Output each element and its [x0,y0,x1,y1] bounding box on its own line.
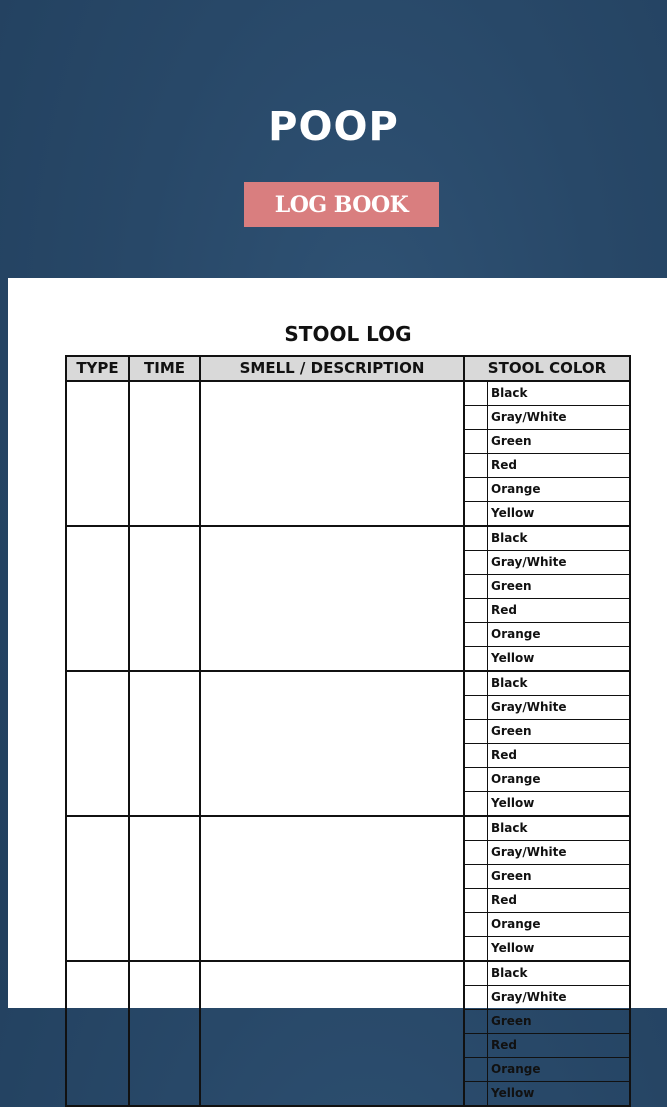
color-checklist [465,817,629,960]
description-cell[interactable] [200,671,464,816]
color-option [465,1082,629,1105]
color-option [465,672,629,696]
color-option-label: Yellow [491,796,535,810]
color-checkbox[interactable] [465,768,488,791]
description-cell[interactable] [200,961,464,1106]
color-option [465,502,629,525]
color-checkbox[interactable] [465,382,488,405]
stool-log-heading: STOOL LOG [284,322,412,346]
color-option [465,937,629,960]
description-cell[interactable] [200,526,464,671]
color-option [465,647,629,670]
type-cell[interactable] [66,816,129,961]
color-option-label: Gray/White [491,410,567,424]
column-header-time: TIME [129,356,200,381]
color-option [465,1034,629,1058]
color-checkbox[interactable] [465,841,488,864]
table-row [66,961,630,1106]
color-checkbox[interactable] [465,937,488,960]
color-option [465,382,629,406]
color-option [465,406,629,430]
color-option [465,575,629,599]
color-checkbox[interactable] [465,817,488,840]
color-option-label: Orange [491,627,541,641]
type-cell[interactable] [66,961,129,1106]
color-option [465,551,629,575]
color-option [465,478,629,502]
color-checkbox[interactable] [465,792,488,815]
table-row [66,671,630,816]
color-option-label: Black [491,966,528,980]
stool-color-cell [464,526,630,671]
color-checkbox[interactable] [465,430,488,453]
color-option [465,1058,629,1082]
color-option-label: Gray/White [491,845,567,859]
time-cell[interactable] [129,671,200,816]
color-checklist [465,672,629,815]
color-checkbox[interactable] [465,502,488,525]
color-option-label: Green [491,1014,532,1028]
column-header-stool-color: STOOL COLOR [464,356,630,381]
log-sheet [8,278,667,1100]
color-option-label: Orange [491,917,541,931]
type-cell[interactable] [66,381,129,526]
color-option [465,768,629,792]
color-option [465,744,629,768]
table-row [66,381,630,526]
color-checkbox[interactable] [465,575,488,598]
table-row [66,526,630,671]
color-checkbox[interactable] [465,1082,488,1105]
color-option [465,696,629,720]
color-option-label: Orange [491,772,541,786]
color-option [465,599,629,623]
color-option-label: Yellow [491,1086,535,1100]
stool-color-cell [464,961,630,1106]
color-checkbox[interactable] [465,962,488,985]
color-option [465,720,629,744]
color-checkbox[interactable] [465,454,488,477]
color-option-label: Red [491,1038,517,1052]
time-cell[interactable] [129,961,200,1106]
color-option-label: Black [491,821,528,835]
time-cell[interactable] [129,381,200,526]
color-option [465,841,629,865]
color-option-label: Yellow [491,941,535,955]
stool-log-table [65,355,631,1107]
color-checkbox[interactable] [465,913,488,936]
description-cell[interactable] [200,381,464,526]
color-option-label: Green [491,579,532,593]
stool-color-cell [464,671,630,816]
stool-color-cell [464,816,630,961]
color-checklist [465,962,629,1105]
time-cell[interactable] [129,526,200,671]
color-option-label: Red [491,603,517,617]
table-header-row [66,356,630,381]
color-option [465,962,629,986]
color-option [465,430,629,454]
color-option [465,817,629,841]
description-cell[interactable] [200,816,464,961]
color-checkbox[interactable] [465,623,488,646]
color-option [465,865,629,889]
color-checkbox[interactable] [465,478,488,501]
color-option [465,913,629,937]
color-option [465,889,629,913]
color-checkbox[interactable] [465,720,488,743]
color-option [465,792,629,815]
color-checklist [465,382,629,525]
color-checkbox[interactable] [465,986,488,1009]
color-option [465,1010,629,1034]
color-checkbox[interactable] [465,599,488,622]
color-option-label: Green [491,434,532,448]
color-checkbox[interactable] [465,696,488,719]
color-checkbox[interactable] [465,865,488,888]
color-checkbox[interactable] [465,1034,488,1057]
type-cell[interactable] [66,526,129,671]
book-title: POOP [268,104,399,150]
color-option-label: Black [491,676,528,690]
color-option-label: Gray/White [491,990,567,1004]
color-checkbox[interactable] [465,551,488,574]
color-checklist [465,527,629,670]
color-option-label: Red [491,748,517,762]
color-option-label: Orange [491,1062,541,1076]
time-cell[interactable] [129,816,200,961]
subtitle-text: LOG BOOK [274,191,409,218]
color-checkbox[interactable] [465,406,488,429]
subtitle-banner [244,182,439,227]
color-option-label: Red [491,458,517,472]
color-checkbox[interactable] [465,889,488,912]
color-option [465,527,629,551]
color-checkbox[interactable] [465,672,488,695]
column-header-type: TYPE [66,356,129,381]
color-option-label: Black [491,386,528,400]
color-option-label: Black [491,531,528,545]
color-option-label: Green [491,869,532,883]
color-option [465,454,629,478]
color-checkbox[interactable] [465,1010,488,1033]
color-option-label: Yellow [491,506,535,520]
color-checkbox[interactable] [465,647,488,670]
color-option-label: Red [491,893,517,907]
color-option [465,623,629,647]
color-checkbox[interactable] [465,1058,488,1081]
type-cell[interactable] [66,671,129,816]
color-option-label: Green [491,724,532,738]
column-header-description: SMELL / DESCRIPTION [200,356,464,381]
color-option-label: Gray/White [491,555,567,569]
color-option-label: Orange [491,482,541,496]
color-option-label: Yellow [491,651,535,665]
color-checkbox[interactable] [465,527,488,550]
color-option-label: Gray/White [491,700,567,714]
stool-color-cell [464,381,630,526]
color-checkbox[interactable] [465,744,488,767]
color-option [465,986,629,1010]
table-row [66,816,630,961]
